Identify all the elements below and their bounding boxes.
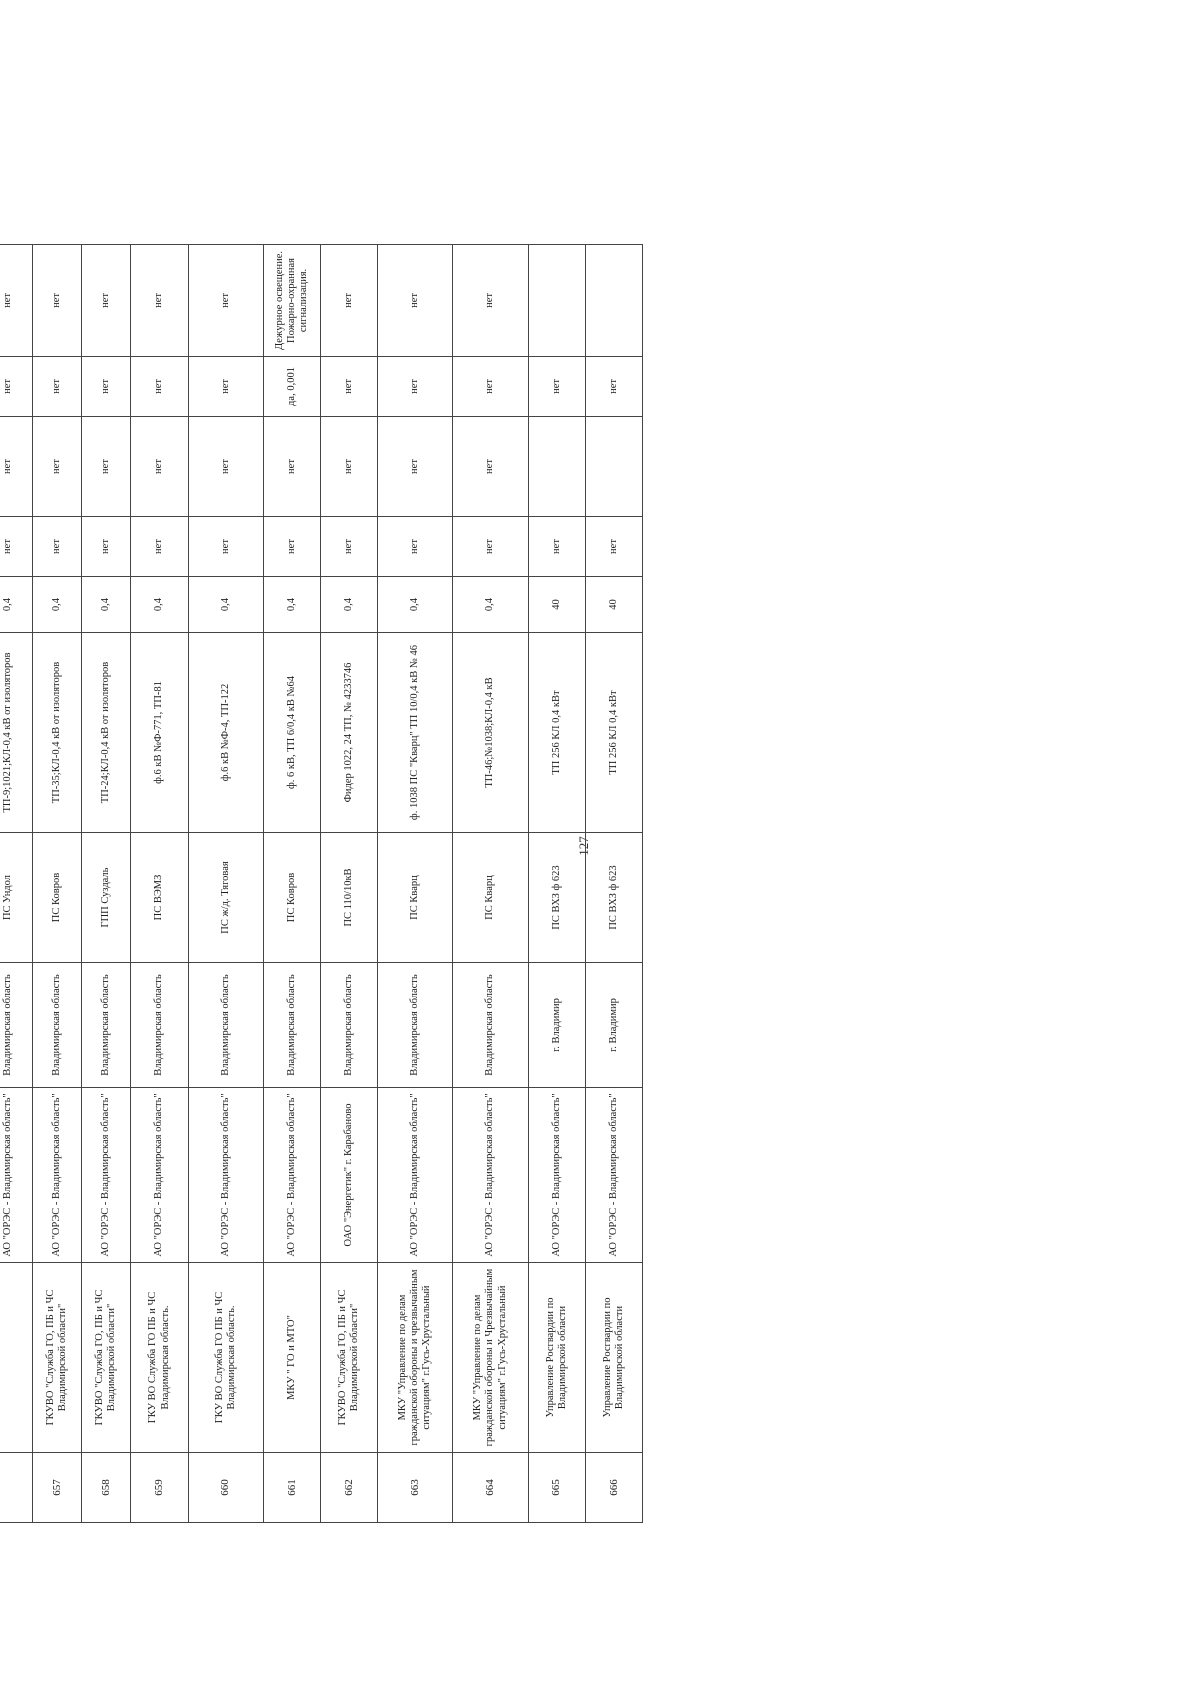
cell-grid-org: АО "ОРЭС - Владимирская область": [0, 1088, 33, 1263]
cell-tech-act: нет: [33, 517, 82, 577]
cell-emerg-act: нет: [320, 356, 377, 416]
cell-num: 664: [453, 1453, 528, 1523]
cell-num: 660: [188, 1453, 263, 1523]
cell-line: Фидер 1022, 24 ТП, № 4233746: [320, 633, 377, 833]
cell-name: ГКУВО "Служба ГО, ПБ и ЧС Владимирской области": [82, 1263, 131, 1453]
cell-tech-list: нет: [378, 416, 453, 516]
cell-location: Владимирская область: [188, 963, 263, 1088]
cell-tech-list: [585, 416, 642, 516]
cell-grid-org: АО "ОРЭС - Владимирская область": [453, 1088, 528, 1263]
consumer-table: [0, 244, 643, 1523]
cell-tech-act: нет: [82, 517, 131, 577]
cell-voltage: 0,4: [82, 577, 131, 633]
cell-line: ф.6 кВ №Ф-4, ТП-122: [188, 633, 263, 833]
cell-location: г. Владимир: [528, 963, 585, 1088]
cell-substation: ПС Ковров: [33, 833, 82, 963]
cell-emerg-list: нет: [188, 244, 263, 356]
cell-emerg-act: нет: [33, 356, 82, 416]
cell-substation: ПС ж/д. Тяговая: [188, 833, 263, 963]
cell-substation: ПС Ундол: [0, 833, 33, 963]
cell-num: 665: [528, 1453, 585, 1523]
table-row: [585, 244, 642, 1522]
cell-line: ф. 6 кВ, ТП 6/0,4 кВ №64: [263, 633, 320, 833]
cell-location: Владимирская область: [378, 963, 453, 1088]
cell-tech-act: нет: [453, 517, 528, 577]
cell-tech-list: нет: [82, 416, 131, 516]
cell-grid-org: АО "ОРЭС - Владимирская область": [378, 1088, 453, 1263]
cell-tech-act: нет: [320, 517, 377, 577]
cell-grid-org: АО "ОРЭС - Владимирская область": [585, 1088, 642, 1263]
cell-num: 658: [82, 1453, 131, 1523]
cell-voltage: 0,4: [0, 577, 33, 633]
table-row: [528, 244, 585, 1522]
cell-emerg-list: нет: [33, 244, 82, 356]
cell-grid-org: АО "ОРЭС - Владимирская область": [528, 1088, 585, 1263]
cell-name: [0, 1263, 33, 1453]
cell-tech-act: нет: [131, 517, 188, 577]
cell-num: 662: [320, 1453, 377, 1523]
cell-emerg-act: нет: [528, 356, 585, 416]
cell-voltage: 0,4: [378, 577, 453, 633]
table-row: [378, 244, 453, 1522]
cell-tech-list: нет: [131, 416, 188, 516]
cell-voltage: 0,4: [320, 577, 377, 633]
cell-emerg-act: нет: [585, 356, 642, 416]
cell-tech-list: нет: [263, 416, 320, 516]
cell-substation: ПС 110/10кВ: [320, 833, 377, 963]
table-row: [0, 244, 33, 1522]
table-row: [320, 244, 377, 1522]
cell-line: ф.6 кВ №Ф-771, ТП-81: [131, 633, 188, 833]
cell-num: 663: [378, 1453, 453, 1523]
cell-name: Управление Росгвардии по Владимирской области: [585, 1263, 642, 1453]
cell-grid-org: АО "ОРЭС - Владимирская область": [33, 1088, 82, 1263]
cell-tech-list: нет: [33, 416, 82, 516]
cell-substation: ПС Ковров: [263, 833, 320, 963]
cell-emerg-act: нет: [453, 356, 528, 416]
cell-location: г. Владимир: [585, 963, 642, 1088]
cell-num: 659: [131, 1453, 188, 1523]
cell-tech-list: нет: [453, 416, 528, 516]
cell-substation: ГПП Суздаль: [82, 833, 131, 963]
cell-line: ф. 1038 ПС "Кварц" ТП 10/0,4 кВ № 46: [378, 633, 453, 833]
cell-tech-list: [528, 416, 585, 516]
cell-name: ГКУВО "Служба ГО, ПБ и ЧС Владимирской области": [320, 1263, 377, 1453]
cell-substation: ПС ВЭМЗ: [131, 833, 188, 963]
cell-tech-list: нет: [0, 416, 33, 516]
cell-substation: ПС Кварц: [378, 833, 453, 963]
cell-line: ТП-35;КЛ-0,4 кВ от изоляторов: [33, 633, 82, 833]
cell-voltage: 0,4: [188, 577, 263, 633]
cell-tech-act: нет: [188, 517, 263, 577]
cell-location: Владимирская область: [82, 963, 131, 1088]
cell-grid-org: АО "ОРЭС - Владимирская область": [131, 1088, 188, 1263]
cell-voltage: 40: [528, 577, 585, 633]
table-row: [188, 244, 263, 1522]
cell-emerg-list: нет: [453, 244, 528, 356]
cell-location: Владимирская область: [0, 963, 33, 1088]
cell-line: ТП-9;1021;КЛ-0,4 кВ от изоляторов: [0, 633, 33, 833]
cell-name: МКУ " ГО и МТО": [263, 1263, 320, 1453]
cell-location: Владимирская область: [320, 963, 377, 1088]
cell-name: МКУ "Управление по делам гражданской обороны и чрезвычайным ситуациям" г.Гусь-Хрустальный: [378, 1263, 453, 1453]
table-row: [131, 244, 188, 1522]
cell-name: ГКУ ВО Служба ГО ПБ и ЧС Владимирская область.: [188, 1263, 263, 1453]
cell-tech-act: нет: [263, 517, 320, 577]
table-row: [82, 244, 131, 1522]
cell-substation: ПС ВХЗ ф 623: [528, 833, 585, 963]
cell-voltage: 0,4: [263, 577, 320, 633]
cell-grid-org: АО "ОРЭС - Владимирская область": [82, 1088, 131, 1263]
cell-emerg-list: [528, 244, 585, 356]
cell-emerg-list: нет: [131, 244, 188, 356]
cell-emerg-act: нет: [82, 356, 131, 416]
table-row: [453, 244, 528, 1522]
cell-emerg-act: нет: [131, 356, 188, 416]
cell-name: ГКУВО "Служба ГО, ПБ и ЧС Владимирской области": [33, 1263, 82, 1453]
cell-name: МКУ "Управление по делам гражданской обороны и Чрезвычайным ситуациям" г.Гусь-Хрустальный: [453, 1263, 528, 1453]
cell-emerg-list: Дежурное освещение. Пожарно-охранная сигнализация.: [263, 244, 320, 356]
cell-location: Владимирская область: [453, 963, 528, 1088]
cell-emerg-list: нет: [82, 244, 131, 356]
cell-tech-act: нет: [378, 517, 453, 577]
cell-substation: ПС ВХЗ ф 623: [585, 833, 642, 963]
cell-emerg-act: нет: [0, 356, 33, 416]
cell-num: [0, 1453, 33, 1523]
cell-tech-act: нет: [585, 517, 642, 577]
page-number: 127: [575, 836, 591, 856]
cell-line: ТП 256 КЛ 0,4 кВт: [528, 633, 585, 833]
cell-emerg-list: [585, 244, 642, 356]
cell-voltage: 40: [585, 577, 642, 633]
cell-location: Владимирская область: [263, 963, 320, 1088]
cell-num: 661: [263, 1453, 320, 1523]
cell-emerg-list: нет: [320, 244, 377, 356]
cell-grid-org: ОАО "Энергетик" г. Карабаново: [320, 1088, 377, 1263]
cell-substation: ПС Кварц: [453, 833, 528, 963]
cell-grid-org: АО "ОРЭС - Владимирская область": [263, 1088, 320, 1263]
cell-tech-act: нет: [0, 517, 33, 577]
cell-grid-org: АО "ОРЭС - Владимирская область": [188, 1088, 263, 1263]
cell-voltage: 0,4: [131, 577, 188, 633]
cell-line: ТП-46;№1038;КЛ-0,4 кВ: [453, 633, 528, 833]
table-row: [263, 244, 320, 1522]
cell-voltage: 0,4: [33, 577, 82, 633]
cell-location: Владимирская область: [131, 963, 188, 1088]
cell-emerg-act: да, 0,001: [263, 356, 320, 416]
cell-emerg-list: нет: [378, 244, 453, 356]
cell-tech-act: нет: [528, 517, 585, 577]
cell-tech-list: нет: [188, 416, 263, 516]
cell-num: 657: [33, 1453, 82, 1523]
consumer-table-wrapper: [0, 245, 643, 1523]
cell-voltage: 0,4: [453, 577, 528, 633]
cell-emerg-list: нет: [0, 244, 33, 356]
cell-tech-list: нет: [320, 416, 377, 516]
cell-line: ТП-24;КЛ-0,4 кВ от изоляторов: [82, 633, 131, 833]
cell-line: ТП 256 КЛ 0,4 кВт: [585, 633, 642, 833]
cell-name: ГКУ ВО Служба ГО ПБ и ЧС Владимирская область.: [131, 1263, 188, 1453]
cell-location: Владимирская область: [33, 963, 82, 1088]
cell-emerg-act: нет: [188, 356, 263, 416]
cell-name: Управление Росгвардии по Владимирской области: [528, 1263, 585, 1453]
cell-emerg-act: нет: [378, 356, 453, 416]
table-row: [33, 244, 82, 1522]
cell-num: 666: [585, 1453, 642, 1523]
